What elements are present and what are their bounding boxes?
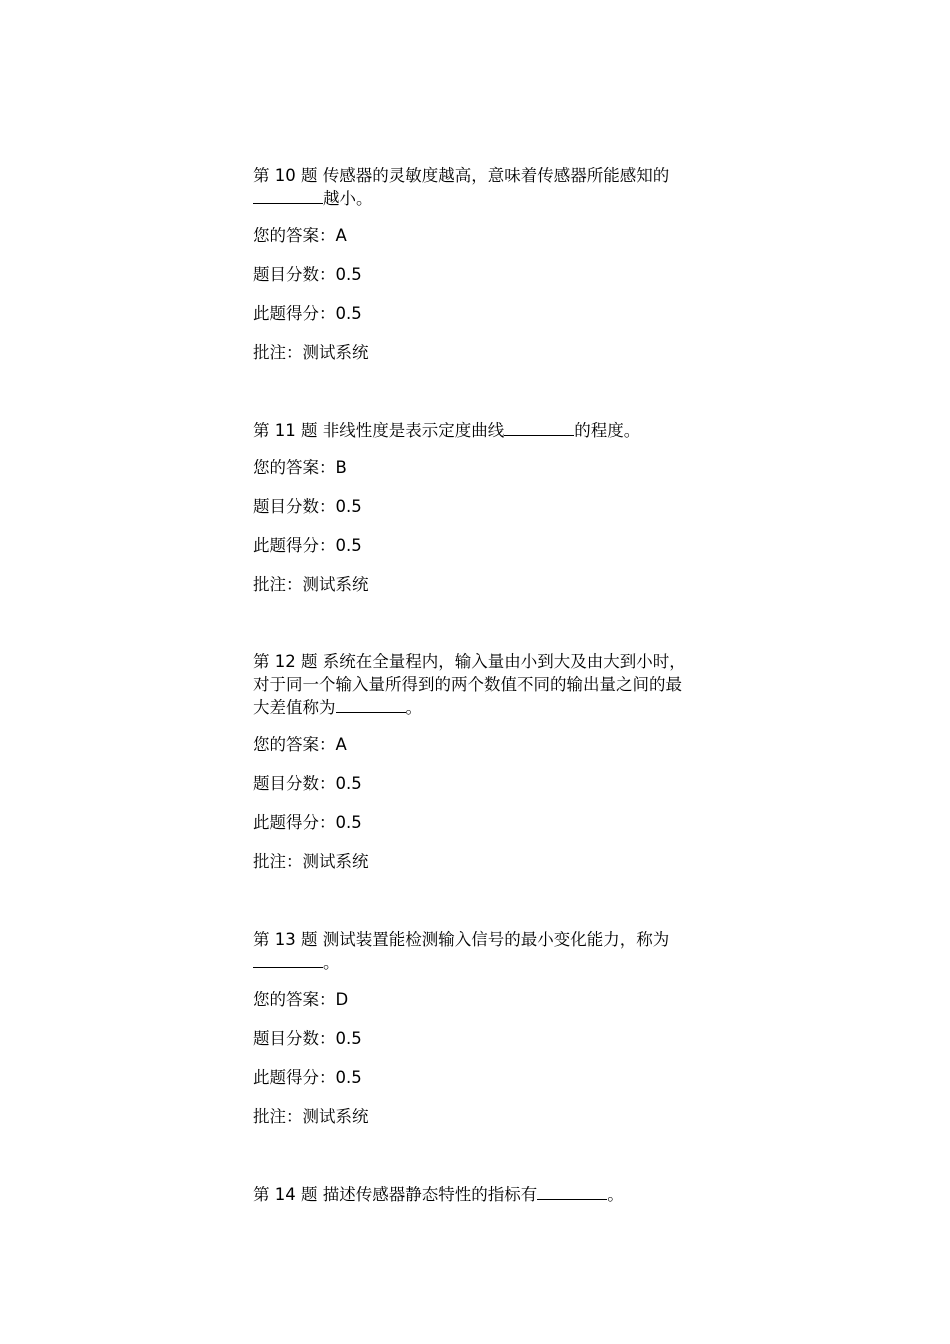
question-stem: 传感器的灵敏度越高，意味着传感器所能感知的 (322, 166, 670, 185)
question-score-value: 0.5 (335, 1029, 362, 1048)
answer-blank (537, 1184, 607, 1200)
note-value: 测试系统 (302, 1107, 369, 1126)
note-value: 测试系统 (302, 852, 369, 871)
answer-blank (336, 697, 406, 713)
earned-score-line (253, 1066, 698, 1105)
question-score-value: 0.5 (335, 265, 362, 284)
your-answer-line (253, 988, 698, 1027)
question-score-line (253, 263, 698, 302)
question-13 (253, 928, 698, 1144)
question-score-line (253, 495, 698, 534)
question-12 (253, 650, 698, 889)
your-answer-label: 您的答案： (253, 735, 336, 754)
note-value: 测试系统 (302, 575, 369, 594)
note-line (253, 341, 698, 380)
question-text (253, 164, 698, 210)
question-stem: 测试装置能检测输入信号的最小变化能力，称为 (322, 930, 670, 949)
question-number: 第 10 题 (253, 166, 318, 185)
question-score-line (253, 1027, 698, 1066)
note-line (253, 850, 698, 889)
question-score-label: 题目分数： (253, 1029, 336, 1048)
earned-score-line (253, 534, 698, 573)
your-answer-value: A (335, 226, 347, 245)
earned-score-value: 0.5 (335, 536, 362, 555)
question-number: 第 12 题 (253, 652, 318, 671)
your-answer-label: 您的答案： (253, 990, 336, 1009)
question-11 (253, 419, 698, 612)
question-number: 第 13 题 (253, 930, 318, 949)
note-label: 批注： (253, 1107, 303, 1126)
your-answer-label: 您的答案： (253, 226, 336, 245)
question-stem: 系统在全量程内，输入量由小到大及由大到小时，对于同一个输入量所得到的两个数值不同的输出量之间的最大差值称为 (253, 652, 686, 717)
note-value: 测试系统 (302, 343, 369, 362)
question-score-label: 题目分数： (253, 265, 336, 284)
question-stem-tail: 的程度。 (574, 421, 641, 440)
earned-score-line (253, 302, 698, 341)
question-number: 第 14 题 (253, 1185, 318, 1204)
your-answer-line (253, 224, 698, 263)
question-number: 第 11 题 (253, 421, 318, 440)
question-10 (253, 164, 698, 380)
earned-score-value: 0.5 (335, 304, 362, 323)
your-answer-label: 您的答案： (253, 458, 336, 477)
question-score-line (253, 772, 698, 811)
earned-score-label: 此题得分： (253, 1068, 336, 1087)
question-stem-tail: 。 (323, 953, 340, 972)
note-line (253, 573, 698, 612)
your-answer-value: B (335, 458, 347, 477)
question-score-label: 题目分数： (253, 774, 336, 793)
your-answer-line (253, 733, 698, 772)
question-text (253, 419, 698, 442)
earned-score-label: 此题得分： (253, 304, 336, 323)
answer-blank (253, 188, 323, 204)
question-score-value: 0.5 (335, 774, 362, 793)
question-text (253, 650, 698, 719)
question-text (253, 928, 698, 974)
your-answer-line (253, 456, 698, 495)
note-line (253, 1105, 698, 1144)
your-answer-value: A (335, 735, 347, 754)
earned-score-label: 此题得分： (253, 536, 336, 555)
earned-score-value: 0.5 (335, 813, 362, 832)
earned-score-label: 此题得分： (253, 813, 336, 832)
question-stem: 非线性度是表示定度曲线 (322, 421, 505, 440)
note-label: 批注： (253, 343, 303, 362)
question-score-label: 题目分数： (253, 497, 336, 516)
question-stem-tail: 。 (405, 698, 422, 717)
question-stem-tail: 越小。 (323, 189, 373, 208)
question-stem-tail: 。 (607, 1185, 624, 1204)
question-stem: 描述传感器静态特性的指标有 (322, 1185, 538, 1204)
question-score-value: 0.5 (335, 497, 362, 516)
question-14 (253, 1183, 698, 1206)
your-answer-value: D (335, 990, 349, 1009)
earned-score-line (253, 811, 698, 850)
note-label: 批注： (253, 575, 303, 594)
earned-score-value: 0.5 (335, 1068, 362, 1087)
question-text (253, 1183, 698, 1206)
note-label: 批注： (253, 852, 303, 871)
answer-blank (253, 952, 323, 968)
answer-blank (504, 420, 574, 436)
